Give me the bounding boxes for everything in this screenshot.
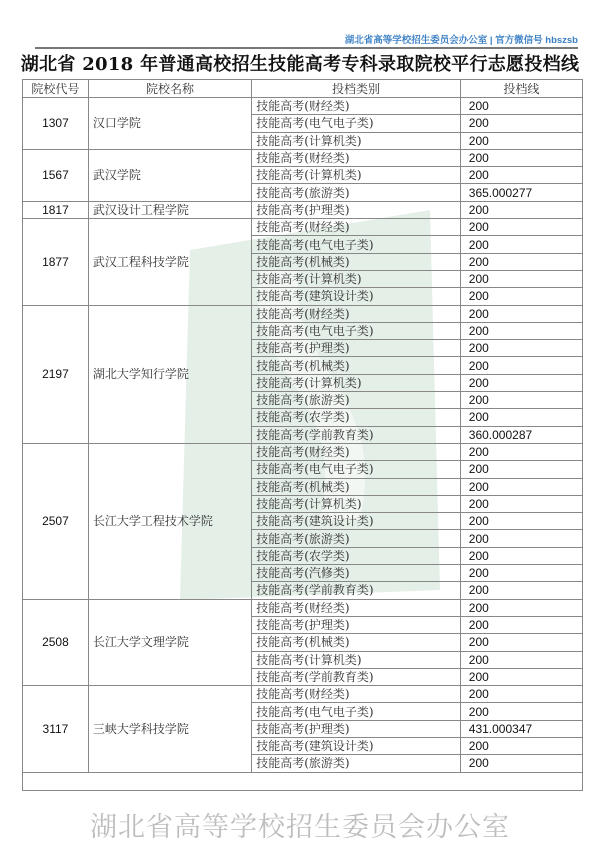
- category-cell: 技能高考(财经类): [252, 686, 461, 703]
- school-code: 3117: [23, 686, 89, 772]
- school-code: 1817: [23, 201, 89, 218]
- school-code: 2508: [23, 599, 89, 685]
- category-cell: 技能高考(计算机类): [252, 132, 461, 149]
- score-cell: 200: [460, 98, 582, 115]
- category-cell: 技能高考(计算机类): [252, 167, 461, 184]
- table-row: [23, 599, 583, 616]
- category-cell: 技能高考(财经类): [252, 599, 461, 616]
- score-cell: 360.000287: [460, 426, 582, 443]
- score-cell: 200: [460, 737, 582, 754]
- score-cell: 200: [460, 409, 582, 426]
- category-cell: 技能高考(电气电子类): [252, 115, 461, 132]
- table-row: [23, 443, 583, 460]
- category-cell: 技能高考(机械类): [252, 357, 461, 374]
- category-cell: 技能高考(建筑设计类): [252, 288, 461, 305]
- table-header-row: [23, 80, 583, 98]
- category-cell: 技能高考(建筑设计类): [252, 737, 461, 754]
- category-cell: 技能高考(电气电子类): [252, 236, 461, 253]
- score-cell: 200: [460, 616, 582, 633]
- table-row: [23, 219, 583, 236]
- score-cell: 200: [460, 547, 582, 564]
- score-cell: 200: [460, 755, 582, 772]
- category-cell: 技能高考(学前教育类): [252, 668, 461, 685]
- score-cell: 200: [460, 634, 582, 651]
- school-code: 2197: [23, 305, 89, 443]
- score-cell: 200: [460, 686, 582, 703]
- category-cell: 技能高考(财经类): [252, 149, 461, 166]
- category-cell: 技能高考(电气电子类): [252, 322, 461, 339]
- score-cell: 200: [460, 340, 582, 357]
- category-cell: 技能高考(旅游类): [252, 184, 461, 201]
- category-cell: 技能高考(机械类): [252, 478, 461, 495]
- category-cell: 技能高考(学前教育类): [252, 426, 461, 443]
- score-cell: 200: [460, 651, 582, 668]
- category-cell: 技能高考(财经类): [252, 305, 461, 322]
- score-cell: 200: [460, 270, 582, 287]
- school-name: 三峡大学科技学院: [88, 686, 251, 772]
- category-cell: 技能高考(汽修类): [252, 565, 461, 582]
- score-cell: 200: [460, 582, 582, 599]
- score-cell: 365.000277: [460, 184, 582, 201]
- score-cell: 200: [460, 461, 582, 478]
- school-name: 武汉工程科技学院: [88, 219, 251, 305]
- header-note: 湖北省高等学校招生委员会办公室 | 官方微信号 hbszsb: [344, 35, 578, 46]
- watermark-text: 湖北省高等学校招生委员会办公室: [90, 812, 510, 842]
- column-header-code: 院校代号: [23, 80, 89, 98]
- category-cell: 技能高考(学前教育类): [252, 582, 461, 599]
- score-cell: 200: [460, 132, 582, 149]
- score-cell: 200: [460, 530, 582, 547]
- category-cell: 技能高考(计算机类): [252, 374, 461, 391]
- school-name: 长江大学工程技术学院: [88, 443, 251, 599]
- score-cell: 200: [460, 392, 582, 409]
- score-cell: 200: [460, 322, 582, 339]
- score-cell: 200: [460, 357, 582, 374]
- score-cell: 200: [460, 443, 582, 460]
- school-code: 1877: [23, 219, 89, 305]
- category-cell: 技能高考(电气电子类): [252, 703, 461, 720]
- category-cell: 技能高考(护理类): [252, 201, 461, 218]
- score-cell: 200: [460, 219, 582, 236]
- school-code: 1567: [23, 149, 89, 201]
- score-cell: 200: [460, 305, 582, 322]
- category-cell: 技能高考(建筑设计类): [252, 513, 461, 530]
- page-title: 湖北省 2018 年普通高校招生技能高考专科录取院校平行志愿投档线: [20, 54, 580, 75]
- score-cell: 431.000347: [460, 720, 582, 737]
- column-header-category: 投档类别: [252, 80, 461, 98]
- table-row: [23, 305, 583, 322]
- category-cell: 技能高考(护理类): [252, 616, 461, 633]
- score-cell: 200: [460, 115, 582, 132]
- category-cell: 技能高考(计算机类): [252, 651, 461, 668]
- column-header-name: 院校名称: [88, 80, 251, 98]
- school-code: 1307: [23, 98, 89, 150]
- score-cell: 200: [460, 149, 582, 166]
- score-cell: 200: [460, 167, 582, 184]
- category-cell: 技能高考(旅游类): [252, 530, 461, 547]
- empty-row: [23, 772, 583, 790]
- admission-table: [22, 79, 583, 791]
- score-cell: 200: [460, 236, 582, 253]
- score-cell: 200: [460, 513, 582, 530]
- score-cell: 200: [460, 703, 582, 720]
- table-row: [23, 149, 583, 166]
- category-cell: 技能高考(机械类): [252, 253, 461, 270]
- category-cell: 技能高考(护理类): [252, 340, 461, 357]
- score-cell: 200: [460, 599, 582, 616]
- table-row: [23, 201, 583, 218]
- table-row: [23, 98, 583, 115]
- score-cell: 200: [460, 288, 582, 305]
- category-cell: 技能高考(财经类): [252, 219, 461, 236]
- header-divider: [35, 47, 578, 49]
- category-cell: 技能高考(农学类): [252, 409, 461, 426]
- school-name: 湖北大学知行学院: [88, 305, 251, 443]
- school-code: 2507: [23, 443, 89, 599]
- category-cell: 技能高考(护理类): [252, 720, 461, 737]
- category-cell: 技能高考(电气电子类): [252, 461, 461, 478]
- category-cell: 技能高考(财经类): [252, 443, 461, 460]
- category-cell: 技能高考(财经类): [252, 98, 461, 115]
- category-cell: 技能高考(机械类): [252, 634, 461, 651]
- category-cell: 技能高考(计算机类): [252, 270, 461, 287]
- score-cell: 200: [460, 374, 582, 391]
- score-cell: 200: [460, 495, 582, 512]
- score-cell: 200: [460, 201, 582, 218]
- column-header-score: 投档线: [460, 80, 582, 98]
- category-cell: 技能高考(旅游类): [252, 392, 461, 409]
- category-cell: 技能高考(农学类): [252, 547, 461, 564]
- school-name: 汉口学院: [88, 98, 251, 150]
- empty-cell: [23, 772, 583, 790]
- table-row: [23, 686, 583, 703]
- category-cell: 技能高考(旅游类): [252, 755, 461, 772]
- score-cell: 200: [460, 565, 582, 582]
- score-cell: 200: [460, 478, 582, 495]
- school-name: 武汉设计工程学院: [88, 201, 251, 218]
- category-cell: 技能高考(计算机类): [252, 495, 461, 512]
- school-name: 武汉学院: [88, 149, 251, 201]
- score-cell: 200: [460, 668, 582, 685]
- score-cell: 200: [460, 253, 582, 270]
- school-name: 长江大学文理学院: [88, 599, 251, 685]
